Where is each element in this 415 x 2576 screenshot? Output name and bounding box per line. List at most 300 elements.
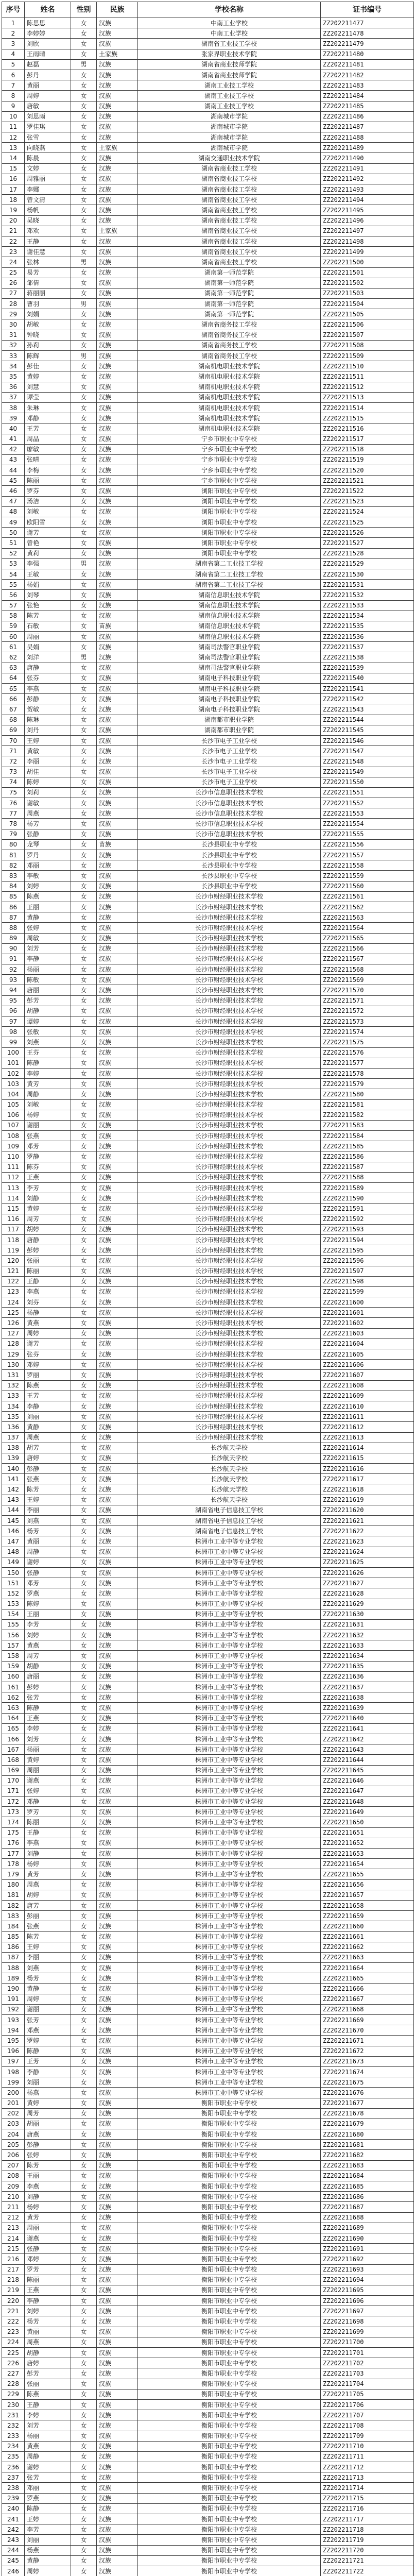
cell-sex: 女 xyxy=(71,694,97,704)
cell-school: 湖南电子科技职业学院 xyxy=(138,704,321,715)
cell-name: 周燕 xyxy=(25,1432,71,1443)
cell-no: 242 xyxy=(2,2524,25,2535)
cell-cert: ZZ202211492 xyxy=(321,174,414,184)
table-row xyxy=(2,1110,414,1120)
cell-sex: 女 xyxy=(71,153,97,163)
cell-no: 76 xyxy=(2,798,25,808)
table-row xyxy=(2,621,414,631)
cell-name: 谢丽 xyxy=(25,1120,71,1130)
cell-name: 李芳 xyxy=(25,1183,71,1193)
cell-ethnicity: 汉族 xyxy=(97,787,138,798)
cell-ethnicity: 汉族 xyxy=(97,2462,138,2472)
cell-no: 85 xyxy=(2,891,25,902)
cell-ethnicity: 汉族 xyxy=(97,975,138,985)
cell-no: 198 xyxy=(2,2066,25,2077)
cell-sex: 女 xyxy=(71,1266,97,1276)
cell-no: 91 xyxy=(2,954,25,964)
cell-name: 王芬 xyxy=(25,1047,71,1058)
table-row xyxy=(2,819,414,829)
cell-name: 周燕 xyxy=(25,1879,71,1890)
cell-sex: 女 xyxy=(71,330,97,340)
cell-no: 189 xyxy=(2,1973,25,1984)
cell-ethnicity: 汉族 xyxy=(97,715,138,725)
cell-cert: ZZ202211663 xyxy=(321,1952,414,1962)
cell-school: 湖南省商务技工学校 xyxy=(138,330,321,340)
cell-ethnicity: 汉族 xyxy=(97,101,138,111)
cell-school: 湖南省第二工业技工学校 xyxy=(138,580,321,590)
table-row xyxy=(2,1234,414,1245)
cell-cert: ZZ202211590 xyxy=(321,1193,414,1204)
table-row xyxy=(2,267,414,278)
cell-sex: 女 xyxy=(71,943,97,954)
cell-school: 湖南信息职业技术学院 xyxy=(138,611,321,621)
table-row xyxy=(2,1058,414,1068)
cell-sex: 女 xyxy=(71,111,97,122)
cell-ethnicity: 汉族 xyxy=(97,1297,138,1308)
cell-name: 彭丽 xyxy=(25,1911,71,1921)
cell-no: 50 xyxy=(2,528,25,538)
cell-name: 李静 xyxy=(25,954,71,964)
cell-name: 汤洁 xyxy=(25,496,71,506)
cell-cert: ZZ202211537 xyxy=(321,642,414,652)
cell-ethnicity: 汉族 xyxy=(97,1204,138,1214)
cell-sex: 女 xyxy=(71,715,97,725)
cell-cert: ZZ202211620 xyxy=(321,1505,414,1515)
cell-school: 湖南省商业技工学校 xyxy=(138,184,321,195)
cell-school: 株洲市工业中等专业学校 xyxy=(138,1827,321,1838)
table-row xyxy=(2,1172,414,1182)
table-row xyxy=(2,2160,414,2171)
cell-cert: ZZ202211674 xyxy=(321,2066,414,2077)
cell-school: 株洲市工业中等专业学校 xyxy=(138,2036,321,2046)
cell-cert: ZZ202211705 xyxy=(321,2389,414,2399)
cell-school: 宁乡市职业中专学校 xyxy=(138,465,321,476)
cell-cert: ZZ202211483 xyxy=(321,80,414,91)
cell-ethnicity: 汉族 xyxy=(97,1692,138,1703)
cell-ethnicity: 汉族 xyxy=(97,1286,138,1297)
cell-cert: ZZ202211489 xyxy=(321,143,414,153)
roster-table xyxy=(2,2,414,2576)
table-row xyxy=(2,1006,414,1016)
cell-cert: ZZ202211531 xyxy=(321,580,414,590)
cell-sex: 女 xyxy=(71,684,97,694)
cell-school: 株洲市工业中等专业学校 xyxy=(138,1900,321,1910)
cell-cert: ZZ202211478 xyxy=(321,28,414,39)
cell-no: 115 xyxy=(2,1204,25,1214)
table-row xyxy=(2,1557,414,1567)
cell-cert: ZZ202211505 xyxy=(321,309,414,319)
cell-ethnicity: 汉族 xyxy=(97,528,138,538)
cell-no: 233 xyxy=(2,2431,25,2441)
header-name: 姓名 xyxy=(25,2,71,18)
cell-name: 张艳 xyxy=(25,600,71,611)
cell-ethnicity: 汉族 xyxy=(97,1391,138,1401)
table-row xyxy=(2,2472,414,2483)
cell-school: 株洲市工业中等专业学校 xyxy=(138,1952,321,1962)
cell-no: 165 xyxy=(2,1723,25,1734)
cell-cert: ZZ202211574 xyxy=(321,1027,414,1037)
cell-ethnicity: 汉族 xyxy=(97,1734,138,1744)
cell-ethnicity: 汉族 xyxy=(97,2368,138,2379)
cell-name: 胡婷 xyxy=(25,1890,71,1900)
cell-ethnicity: 汉族 xyxy=(97,309,138,319)
cell-school: 湖南交通职业技术学院 xyxy=(138,153,321,163)
table-row xyxy=(2,1765,414,1775)
cell-sex: 女 xyxy=(71,2368,97,2379)
cell-sex: 女 xyxy=(71,1869,97,1879)
cell-school: 长沙市财经职业技术学校 xyxy=(138,1391,321,1401)
cell-ethnicity: 汉族 xyxy=(97,2036,138,2046)
cell-ethnicity: 汉族 xyxy=(97,1256,138,1266)
cell-no: 35 xyxy=(2,371,25,382)
cell-cert: ZZ202211526 xyxy=(321,528,414,538)
cell-school: 湖南省商务技工学校 xyxy=(138,340,321,350)
table-row xyxy=(2,964,414,975)
cell-name: 罗燕 xyxy=(25,2493,71,2503)
cell-no: 77 xyxy=(2,808,25,819)
cell-no: 232 xyxy=(2,2420,25,2431)
cell-name: 王雨晴 xyxy=(25,49,71,59)
cell-no: 79 xyxy=(2,829,25,839)
cell-school: 浏阳市职业中专学校 xyxy=(138,548,321,558)
cell-sex: 女 xyxy=(71,2066,97,2077)
cell-sex: 女 xyxy=(71,590,97,600)
cell-name: 彭佳 xyxy=(25,361,71,371)
cell-no: 150 xyxy=(2,1567,25,1578)
cell-sex: 女 xyxy=(71,2296,97,2306)
cell-school: 株洲市工业中等专业学校 xyxy=(138,1599,321,1609)
cell-sex: 女 xyxy=(71,2431,97,2441)
cell-ethnicity: 汉族 xyxy=(97,496,138,506)
cell-sex: 女 xyxy=(71,2493,97,2503)
cell-name: 黄静 xyxy=(25,912,71,923)
cell-ethnicity: 汉族 xyxy=(97,1827,138,1838)
cell-name: 李婷婷 xyxy=(25,28,71,39)
table-row xyxy=(2,1973,414,1984)
cell-sex: 女 xyxy=(71,2358,97,2368)
cell-no: 117 xyxy=(2,1224,25,1234)
cell-school: 株洲市工业中等专业学校 xyxy=(138,2046,321,2056)
cell-name: 刘丽 xyxy=(25,1412,71,1422)
cell-cert: ZZ202211615 xyxy=(321,1453,414,1463)
table-row xyxy=(2,392,414,402)
cell-school: 湖南省商业技工学校 xyxy=(138,236,321,246)
table-row xyxy=(2,1713,414,1723)
cell-ethnicity: 汉族 xyxy=(97,59,138,70)
table-row xyxy=(2,1453,414,1463)
table-row xyxy=(2,1079,414,1089)
table-row xyxy=(2,1360,414,1370)
cell-sex: 女 xyxy=(71,1308,97,1318)
cell-cert: ZZ202211637 xyxy=(321,1682,414,1692)
cell-ethnicity: 汉族 xyxy=(97,2410,138,2420)
table-row xyxy=(2,1942,414,1952)
cell-cert: ZZ202211706 xyxy=(321,2399,414,2410)
cell-no: 66 xyxy=(2,694,25,704)
cell-name: 谢婷 xyxy=(25,2462,71,2472)
cell-no: 12 xyxy=(2,132,25,143)
cell-cert: ZZ202211609 xyxy=(321,1391,414,1401)
cell-cert: ZZ202211682 xyxy=(321,2150,414,2160)
cell-no: 59 xyxy=(2,621,25,631)
cell-school: 长沙市财经职业技术学校 xyxy=(138,1422,321,1432)
table-row xyxy=(2,2389,414,2399)
cell-ethnicity: 汉族 xyxy=(97,1973,138,1984)
cell-no: 240 xyxy=(2,2503,25,2514)
cell-name: 李梅 xyxy=(25,465,71,476)
cell-school: 株洲市工业中等专业学校 xyxy=(138,1921,321,1931)
cell-no: 130 xyxy=(2,1360,25,1370)
cell-name: 刘丽 xyxy=(25,2535,71,2545)
cell-name: 陈芳 xyxy=(25,2160,71,2171)
cell-school: 长沙市财经职业技术学校 xyxy=(138,1266,321,1276)
cell-no: 145 xyxy=(2,1516,25,1526)
table-row xyxy=(2,1911,414,1921)
cell-no: 163 xyxy=(2,1703,25,1713)
cell-school: 长沙市财经职业技术学校 xyxy=(138,943,321,954)
cell-school: 湖南省电子信息技工学校 xyxy=(138,1516,321,1526)
cell-no: 138 xyxy=(2,1443,25,1453)
cell-school: 长沙市财经职业技术学校 xyxy=(138,912,321,923)
cell-ethnicity: 汉族 xyxy=(97,652,138,663)
cell-school: 长沙县职业中专学校 xyxy=(138,839,321,850)
cell-no: 118 xyxy=(2,1234,25,1245)
table-row xyxy=(2,1827,414,1838)
cell-no: 185 xyxy=(2,1931,25,1942)
cell-school: 衡阳市职业中专学校 xyxy=(138,2483,321,2493)
cell-no: 103 xyxy=(2,1079,25,1089)
cell-name: 李芳 xyxy=(25,1619,71,1630)
cell-no: 119 xyxy=(2,1245,25,1256)
cell-ethnicity: 汉族 xyxy=(97,1099,138,1110)
cell-sex: 女 xyxy=(71,850,97,860)
cell-ethnicity: 汉族 xyxy=(97,319,138,330)
cell-sex: 女 xyxy=(71,174,97,184)
cell-cert: ZZ202211512 xyxy=(321,382,414,392)
cell-cert: ZZ202211567 xyxy=(321,954,414,964)
cell-no: 193 xyxy=(2,2015,25,2025)
cell-school: 长沙市财经职业技术学校 xyxy=(138,1224,321,1234)
cell-name: 王芳 xyxy=(25,423,71,434)
cell-school: 湖南机电职业技术学院 xyxy=(138,371,321,382)
cell-no: 27 xyxy=(2,288,25,298)
cell-ethnicity: 汉族 xyxy=(97,132,138,143)
cell-name: 陈婷 xyxy=(25,1599,71,1609)
cell-sex: 女 xyxy=(71,1640,97,1651)
cell-ethnicity: 汉族 xyxy=(97,2503,138,2514)
cell-name: 王婷 xyxy=(25,1942,71,1952)
cell-sex: 女 xyxy=(71,163,97,174)
cell-name: 杨丽 xyxy=(25,1744,71,1755)
cell-no: 9 xyxy=(2,101,25,111)
cell-school: 湖南电子科技职业学院 xyxy=(138,684,321,694)
cell-no: 245 xyxy=(2,2555,25,2566)
table-row xyxy=(2,247,414,257)
table-row xyxy=(2,694,414,704)
cell-name: 杨婷 xyxy=(25,2202,71,2212)
cell-sex: 女 xyxy=(71,2004,97,2014)
cell-school: 浏阳市职业中专学校 xyxy=(138,538,321,548)
cell-no: 173 xyxy=(2,1807,25,1817)
cell-sex: 女 xyxy=(71,434,97,444)
table-row xyxy=(2,715,414,725)
table-row xyxy=(2,2004,414,2014)
cell-sex: 女 xyxy=(71,1900,97,1910)
cell-ethnicity: 汉族 xyxy=(97,2275,138,2285)
cell-ethnicity: 汉族 xyxy=(97,2129,138,2140)
cell-ethnicity: 汉族 xyxy=(97,1380,138,1391)
cell-no: 111 xyxy=(2,1162,25,1172)
cell-cert: ZZ202211648 xyxy=(321,1797,414,1807)
cell-school: 长沙市财经职业技术学校 xyxy=(138,1204,321,1214)
cell-sex: 女 xyxy=(71,1797,97,1807)
cell-cert: ZZ202211497 xyxy=(321,226,414,236)
cell-name: 邓婷 xyxy=(25,1360,71,1370)
cell-ethnicity: 汉族 xyxy=(97,1797,138,1807)
table-row xyxy=(2,340,414,350)
cell-cert: ZZ202211496 xyxy=(321,215,414,226)
cell-no: 146 xyxy=(2,1526,25,1536)
cell-name: 刘燕 xyxy=(25,1963,71,1973)
cell-name: 张燕 xyxy=(25,1921,71,1931)
cell-cert: ZZ202211570 xyxy=(321,985,414,995)
cell-ethnicity: 汉族 xyxy=(97,215,138,226)
cell-no: 155 xyxy=(2,1619,25,1630)
cell-ethnicity: 汉族 xyxy=(97,2098,138,2108)
cell-cert: ZZ202211692 xyxy=(321,2254,414,2264)
cell-school: 长沙航天学校 xyxy=(138,1464,321,1474)
cell-cert: ZZ202211573 xyxy=(321,1016,414,1027)
cell-sex: 女 xyxy=(71,1183,97,1193)
table-row xyxy=(2,2420,414,2431)
cell-ethnicity: 汉族 xyxy=(97,2379,138,2389)
cell-sex: 女 xyxy=(71,1464,97,1474)
cell-school: 湖南工业技工学校 xyxy=(138,91,321,101)
cell-name: 刘敏 xyxy=(25,1099,71,1110)
cell-cert: ZZ202211697 xyxy=(321,2306,414,2316)
cell-cert: ZZ202211541 xyxy=(321,684,414,694)
cell-name: 吴晓 xyxy=(25,215,71,226)
cell-sex: 女 xyxy=(71,444,97,454)
cell-no: 220 xyxy=(2,2296,25,2306)
cell-cert: ZZ202211535 xyxy=(321,621,414,631)
cell-name: 张雪 xyxy=(25,132,71,143)
cell-no: 149 xyxy=(2,1557,25,1567)
cell-ethnicity: 汉族 xyxy=(97,2306,138,2316)
cell-sex: 女 xyxy=(71,1703,97,1713)
table-row xyxy=(2,70,414,80)
cell-no: 10 xyxy=(2,111,25,122)
cell-name: 张婷 xyxy=(25,923,71,933)
cell-name: 黄敏 xyxy=(25,746,71,756)
cell-sex: 女 xyxy=(71,39,97,49)
cell-no: 74 xyxy=(2,777,25,787)
cell-no: 44 xyxy=(2,465,25,476)
cell-sex: 女 xyxy=(71,143,97,153)
table-row xyxy=(2,1567,414,1578)
cell-cert: ZZ202211698 xyxy=(321,2316,414,2327)
cell-sex: 女 xyxy=(71,1349,97,1360)
cell-name: 杨婷 xyxy=(25,1110,71,1120)
cell-cert: ZZ202211507 xyxy=(321,330,414,340)
cell-school: 株洲市工业中等专业学校 xyxy=(138,1890,321,1900)
cell-name: 黄丽 xyxy=(25,80,71,91)
cell-cert: ZZ202211480 xyxy=(321,49,414,59)
cell-cert: ZZ202211523 xyxy=(321,496,414,506)
cell-cert: ZZ202211524 xyxy=(321,506,414,517)
table-row xyxy=(2,2441,414,2451)
cell-ethnicity: 汉族 xyxy=(97,2004,138,2014)
cell-name: 龙琴 xyxy=(25,839,71,850)
cell-no: 102 xyxy=(2,1068,25,1078)
cell-no: 206 xyxy=(2,2150,25,2160)
header-school: 学校名称 xyxy=(138,2,321,18)
cell-ethnicity: 汉族 xyxy=(97,1370,138,1380)
cell-sex: 女 xyxy=(71,2046,97,2056)
cell-ethnicity: 汉族 xyxy=(97,163,138,174)
cell-cert: ZZ202211717 xyxy=(321,2514,414,2524)
cell-ethnicity: 汉族 xyxy=(97,1037,138,1047)
cell-sex: 女 xyxy=(71,985,97,995)
cell-sex: 女 xyxy=(71,382,97,392)
cell-cert: ZZ202211571 xyxy=(321,995,414,1006)
cell-ethnicity: 汉族 xyxy=(97,1047,138,1058)
cell-name: 罗芳 xyxy=(25,1807,71,1817)
cell-name: 彭芳 xyxy=(25,2368,71,2379)
cell-school: 浏阳市职业中专学校 xyxy=(138,528,321,538)
cell-sex: 女 xyxy=(71,1817,97,1827)
cell-ethnicity: 汉族 xyxy=(97,454,138,465)
cell-ethnicity: 汉族 xyxy=(97,1338,138,1349)
cell-cert: ZZ202211660 xyxy=(321,1921,414,1931)
cell-ethnicity: 汉族 xyxy=(97,912,138,923)
cell-name: 周丽 xyxy=(25,2223,71,2233)
cell-no: 175 xyxy=(2,1827,25,1838)
cell-sex: 女 xyxy=(71,808,97,819)
cell-no: 88 xyxy=(2,923,25,933)
table-row xyxy=(2,1849,414,1859)
cell-school: 株洲市工业中等专业学校 xyxy=(138,1630,321,1640)
cell-name: 李婷 xyxy=(25,2410,71,2420)
cell-sex: 女 xyxy=(71,2181,97,2192)
cell-school: 湖南省商业技工学校 xyxy=(138,195,321,205)
cell-ethnicity: 汉族 xyxy=(97,486,138,496)
cell-no: 83 xyxy=(2,871,25,881)
cell-name: 张芳 xyxy=(25,1692,71,1703)
table-row xyxy=(2,319,414,330)
table-row xyxy=(2,569,414,579)
cell-no: 196 xyxy=(2,2046,25,2056)
cell-sex: 女 xyxy=(71,1422,97,1432)
cell-no: 113 xyxy=(2,1183,25,1193)
cell-sex: 女 xyxy=(71,1495,97,1505)
cell-no: 161 xyxy=(2,1682,25,1692)
cell-ethnicity: 汉族 xyxy=(97,1578,138,1588)
cell-school: 衡阳市职业中专学校 xyxy=(138,2555,321,2566)
cell-name: 李静 xyxy=(25,1401,71,1411)
cell-school: 株洲市工业中等专业学校 xyxy=(138,1869,321,1879)
cell-no: 108 xyxy=(2,1131,25,1141)
cell-school: 衡阳市职业中专学校 xyxy=(138,2358,321,2368)
cell-ethnicity: 汉族 xyxy=(97,1859,138,1869)
cell-school: 湖南电子科技职业学院 xyxy=(138,694,321,704)
cell-no: 140 xyxy=(2,1464,25,1474)
cell-cert: ZZ202211635 xyxy=(321,1661,414,1671)
cell-cert: ZZ202211644 xyxy=(321,1755,414,1765)
cell-ethnicity: 汉族 xyxy=(97,1599,138,1609)
cell-name: 唐丽 xyxy=(25,1671,71,1682)
cell-cert: ZZ202211630 xyxy=(321,1609,414,1619)
